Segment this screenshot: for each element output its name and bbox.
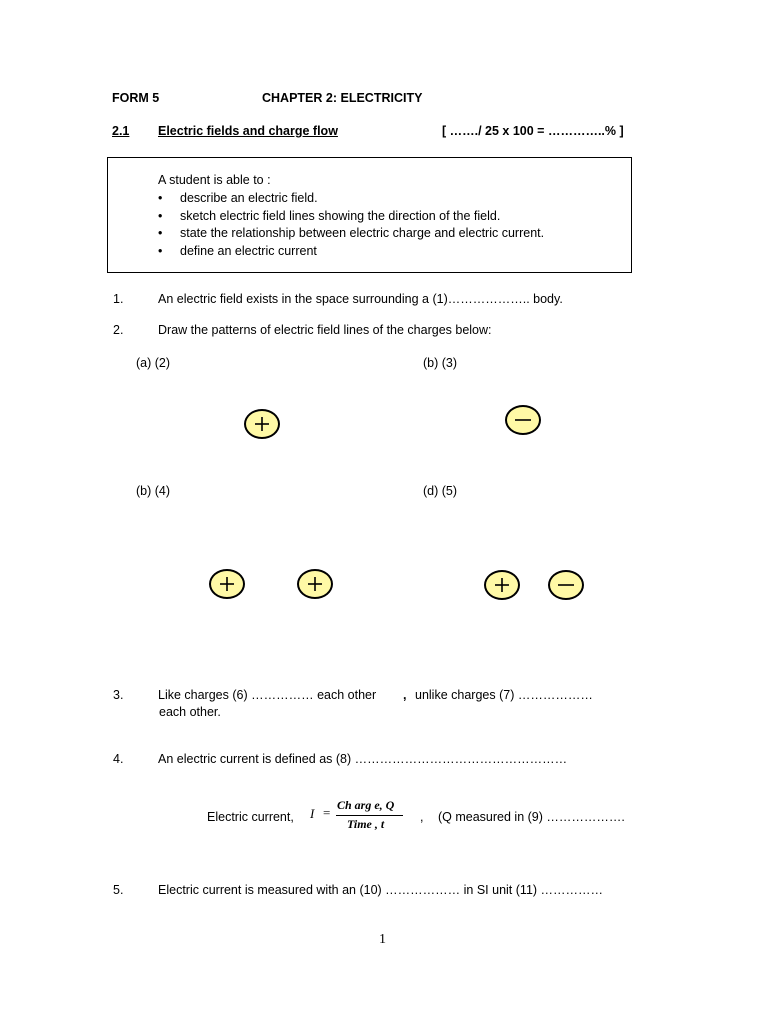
bullet-icon: • xyxy=(158,243,163,258)
fraction-bar xyxy=(336,815,403,816)
q2-text: Draw the patterns of electric field lines of the charges below: xyxy=(158,323,492,337)
form-label: FORM 5 xyxy=(112,91,160,105)
negative-charge-icon xyxy=(505,405,541,435)
q3-comma: , xyxy=(403,688,407,702)
q2-number: 2. xyxy=(113,323,124,337)
formula-numerator: Ch arg e, Q xyxy=(337,798,395,812)
bullet-icon: • xyxy=(158,208,163,223)
bullet-icon: • xyxy=(158,226,163,240)
page-number: 1 xyxy=(379,932,386,947)
q3-number: 3. xyxy=(113,688,124,702)
positive-charge-icon xyxy=(209,569,245,599)
formula-variable: I xyxy=(310,806,315,821)
q2c-label: (b) (4) xyxy=(136,484,171,498)
score-box: [ ……./ 25 x 100 = …………..% ] xyxy=(442,124,624,138)
negative-charge-icon xyxy=(548,570,584,600)
formula-equals: = xyxy=(323,805,331,820)
bullet-icon: • xyxy=(158,191,163,205)
q4-text: An electric current is defined as (8) …………………………………………… xyxy=(158,752,568,766)
objective-item: • define an electric current xyxy=(158,243,544,261)
q3-text-unlike: unlike charges (7) ……………… xyxy=(415,688,593,702)
q2b-label: (b) (3) xyxy=(423,356,458,370)
objectives-intro: A student is able to : xyxy=(158,173,271,187)
section-number: 2.1 xyxy=(112,124,130,138)
formula-label: Electric current, xyxy=(207,810,294,824)
objective-item: • describe an electric field. xyxy=(158,190,544,208)
section-title: Electric fields and charge flow xyxy=(158,124,338,138)
q5-text: Electric current is measured with an (10) ……………… in SI unit (11) …………… xyxy=(158,883,604,897)
formula-separator: , xyxy=(420,810,424,824)
chapter-title: CHAPTER 2: ELECTRICITY xyxy=(262,91,423,105)
positive-charge-icon xyxy=(244,409,280,439)
q1-text: An electric field exists in the space surrounding a (1)……………….. body. xyxy=(158,292,563,306)
objective-item: • sketch electric field lines showing the direction of the field. xyxy=(158,208,544,226)
q2d-label: (d) (5) xyxy=(423,484,458,498)
q3-text: Like charges (6) …………… each other xyxy=(158,688,377,702)
q1-number: 1. xyxy=(113,292,124,306)
q3-text-cont: each other. xyxy=(159,705,221,719)
q2a-label: (a) (2) xyxy=(136,356,171,370)
positive-charge-icon xyxy=(484,570,520,600)
objectives-list xyxy=(158,190,544,260)
positive-charge-icon xyxy=(297,569,333,599)
objective-item: • state the relationship between electric charge and electric current. xyxy=(158,225,544,243)
q4-number: 4. xyxy=(113,752,124,766)
q5-number: 5. xyxy=(113,883,124,897)
formula-denominator: Time , t xyxy=(347,817,385,831)
q4-unit-note: (Q measured in (9) ………………. xyxy=(438,810,625,824)
